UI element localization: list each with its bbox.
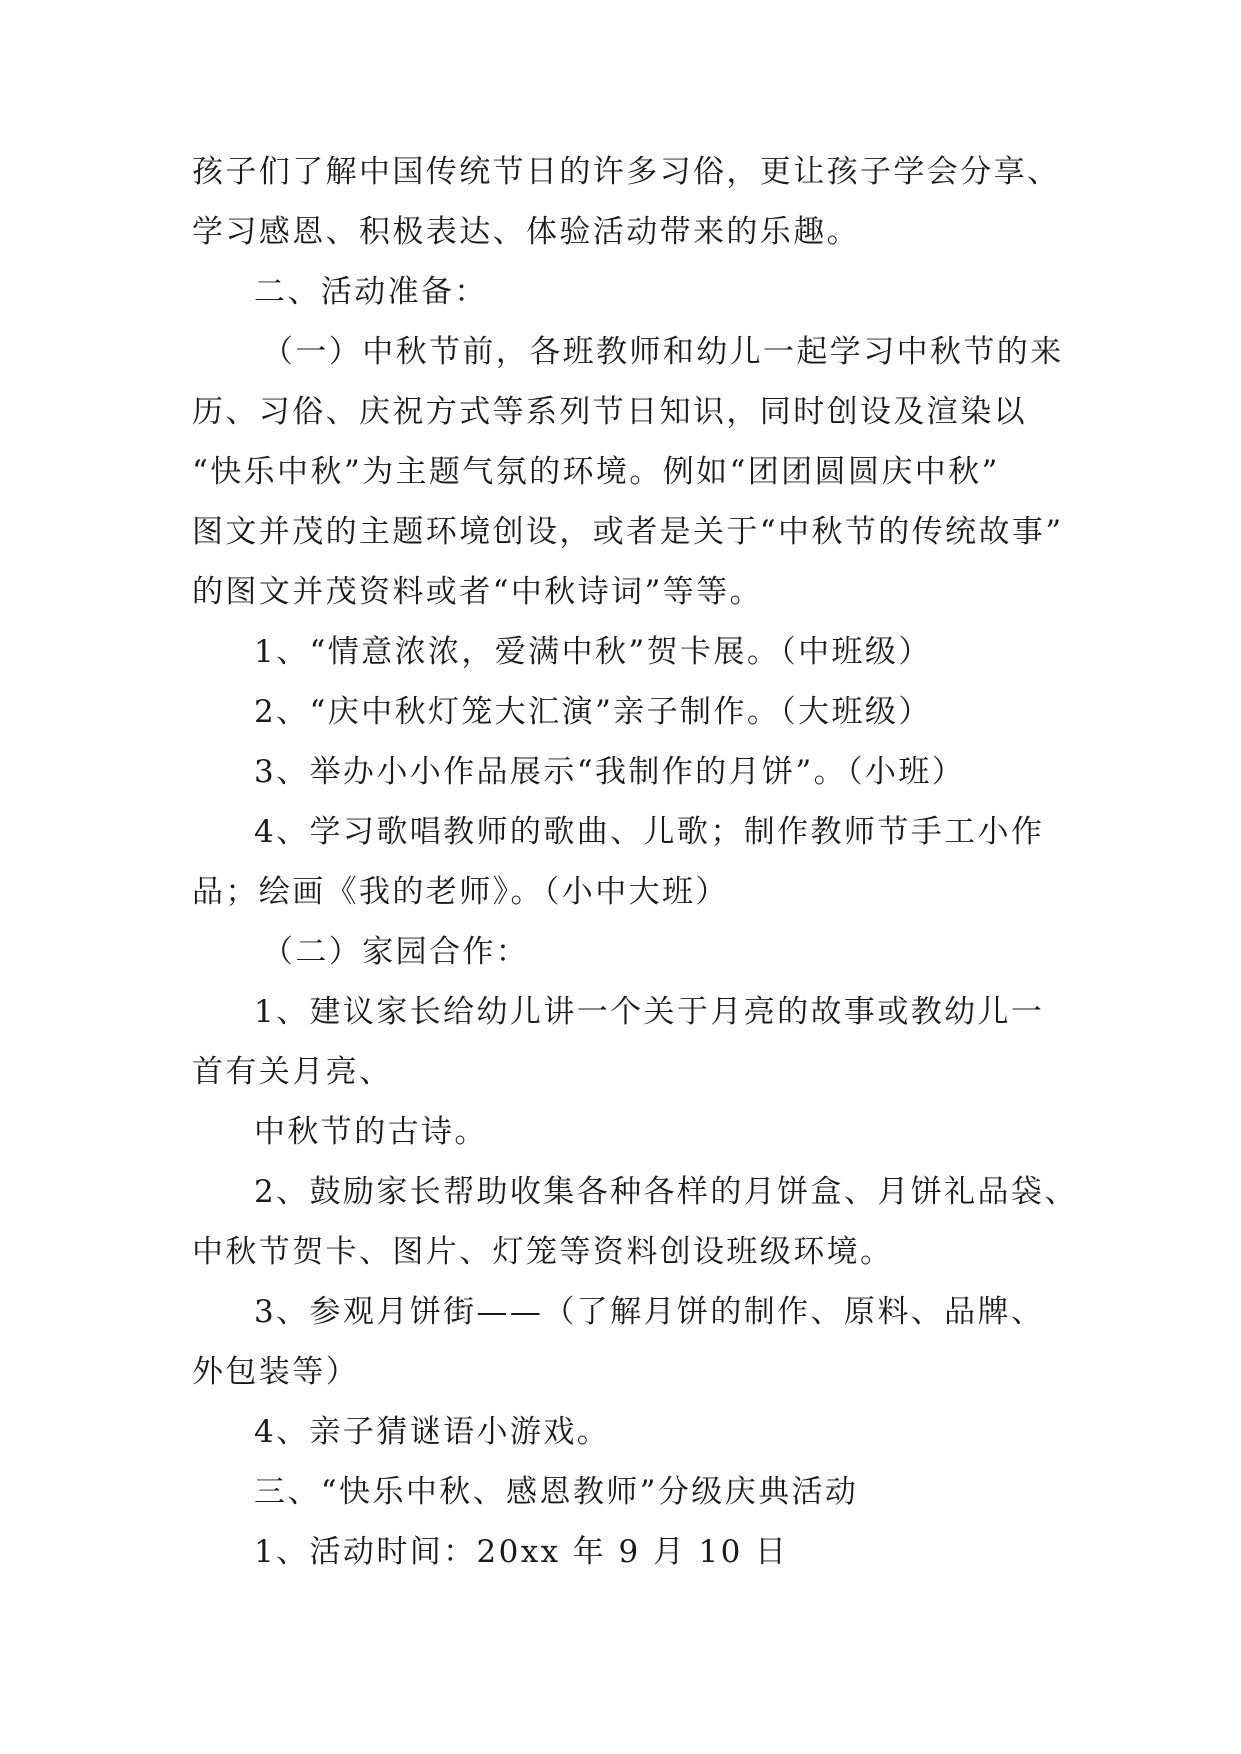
text-line: 的图文并茂资料或者“中秋诗词”等等。 xyxy=(192,574,763,610)
list-item: 1、“情意浓浓，爱满中秋”贺卡展。（中班级） xyxy=(254,634,932,670)
text-line: “快乐中秋”为主题气氛的环境。例如“团团圆圆庆中秋” xyxy=(192,454,1000,490)
text-line: 图文并茂的主题环境创设，或者是关于“中秋节的传统故事” xyxy=(192,514,1064,550)
list-item: 2、“庆中秋灯笼大汇演”亲子制作。（大班级） xyxy=(254,694,932,730)
section-heading: 三、“快乐中秋、感恩教师”分级庆典活动 xyxy=(254,1474,859,1510)
text-line: 孩子们了解中国传统节日的许多习俗，更让孩子学会分享、 xyxy=(192,154,1061,190)
subsection-heading: （二）家园合作： xyxy=(262,934,530,970)
list-item: 3、参观月饼街——（了解月饼的制作、原料、品牌、 xyxy=(254,1294,1045,1330)
list-item: 2、鼓励家长帮助收集各种各样的月饼盒、月饼礼品袋、 xyxy=(254,1174,1078,1210)
subsection-heading: （一）中秋节前，各班教师和幼儿一起学习中秋节的来 xyxy=(262,334,1064,370)
section-heading: 二、活动准备： xyxy=(254,274,488,310)
list-item: 4、学习歌唱教师的歌曲、儿歌；制作教师节手工小作 xyxy=(254,814,1045,850)
list-item: 3、举办小小作品展示“我制作的月饼”。（小班） xyxy=(254,754,966,790)
list-item: 4、亲子猜谜语小游戏。 xyxy=(254,1414,611,1450)
text-line: 品；绘画《我的老师》。（小中大班） xyxy=(192,874,729,910)
text-line: 外包装等） xyxy=(192,1354,359,1390)
text-line: 学习感恩、积极表达、体验活动带来的乐趣。 xyxy=(192,214,860,250)
text-line: 首有关月亮、 xyxy=(192,1054,393,1090)
list-item: 1、活动时间：20xx 年 9 月 10 日 xyxy=(254,1534,789,1570)
text-line: 中秋节贺卡、图片、灯笼等资料创设班级环境。 xyxy=(192,1234,894,1270)
list-item: 1、建议家长给幼儿讲一个关于月亮的故事或教幼儿一 xyxy=(254,994,1045,1030)
text-line: 中秋节的古诗。 xyxy=(254,1114,488,1150)
text-line: 历、习俗、庆祝方式等系列节日知识，同时创设及渲染以 xyxy=(192,394,1027,430)
